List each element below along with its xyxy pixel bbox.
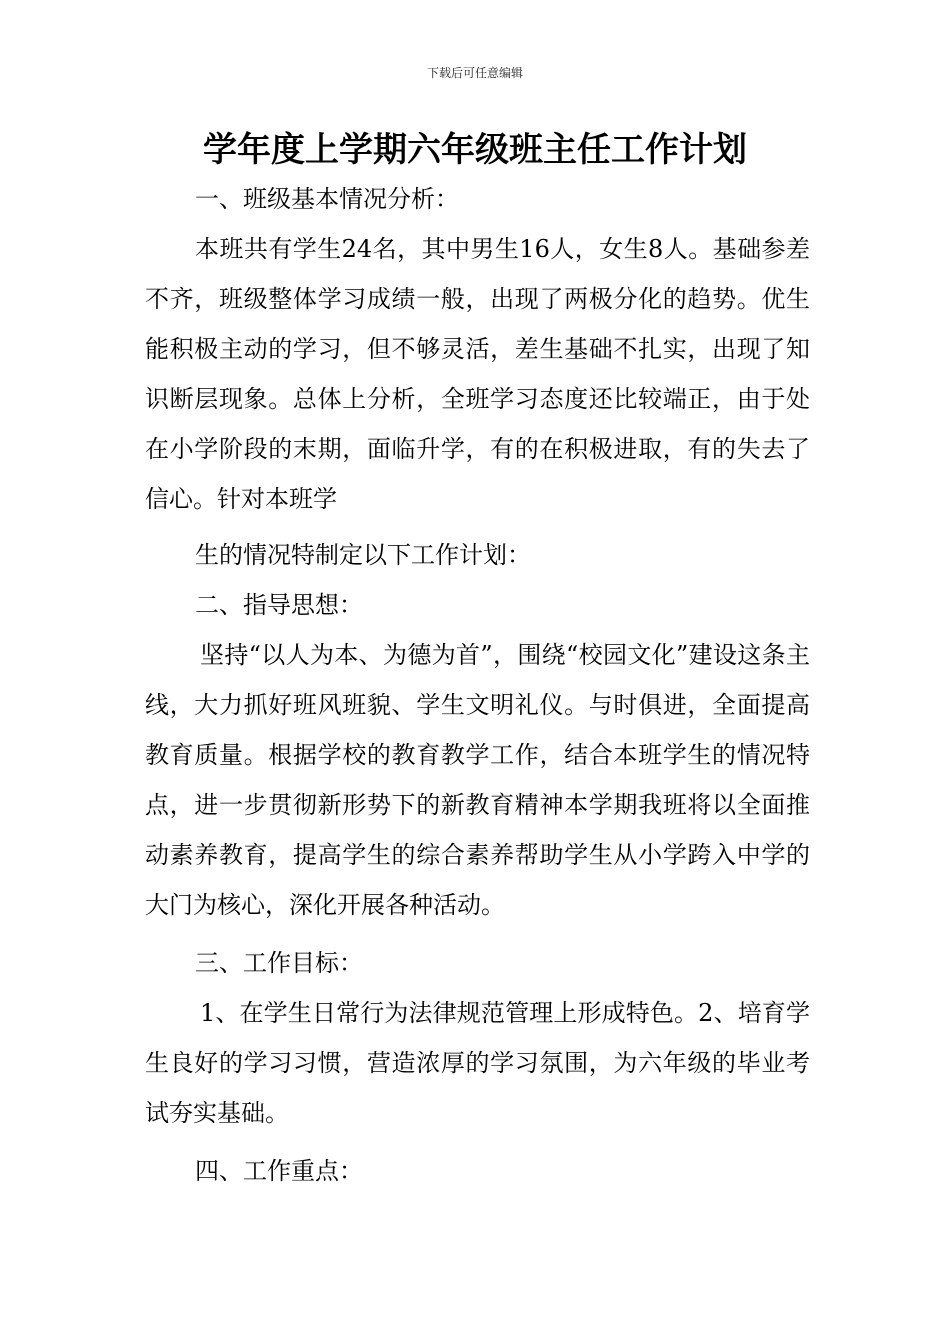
document-body (145, 174, 810, 1196)
document-title: 学年度上学期六年级班主任工作计划 (203, 130, 747, 170)
paragraph-work-goals: 1、在学生日常行为法律规范管理上形成特色。2、培育学生良好的学习习惯，营造浓厚的学习氛围，为六年级的毕业考试夯实基础。 (145, 999, 810, 1127)
section-heading-2: 二、指导思想： (195, 591, 363, 619)
section-heading-1: 一、班级基本情况分析： (195, 185, 459, 213)
paragraph-class-analysis: 本班共有学生24名，其中男生16人，女生8人。基础参差不齐，班级整体学习成绩一般，出现了两极分化的趋势。优生能积极主动的学习，但不够灵活，差生基础不扎实，出现了知识断层现象。总体上分析，全班学习态度还比较端正，由于处在小学阶段的末期，面临升学，有的在积极进取，有的失去了信心。针对本班学 (145, 235, 810, 513)
section-heading-4: 四、工作重点： (195, 1157, 363, 1185)
section-heading-3: 三、工作目标： (195, 949, 363, 977)
paragraph-guiding-ideology: 坚持“以人为本、为德为首”，围绕“校园文化”建设这条主线，大力抓好班风班貌、学生文明礼仪。与时俱进，全面提高教育质量。根据学校的教育教学工作，结合本班学生的情况特点，进一步贯彻新形势下的新教育精神本学期我班将以全面推动素养教育，提高学生的综合素养帮助学生从小学跨入中学的大门为核心，深化开展各种活动。 (145, 641, 810, 919)
paragraph-plan-intro: 生的情况特制定以下工作计划： (195, 541, 531, 569)
header-note: 下载后可任意编辑 (426, 66, 523, 80)
